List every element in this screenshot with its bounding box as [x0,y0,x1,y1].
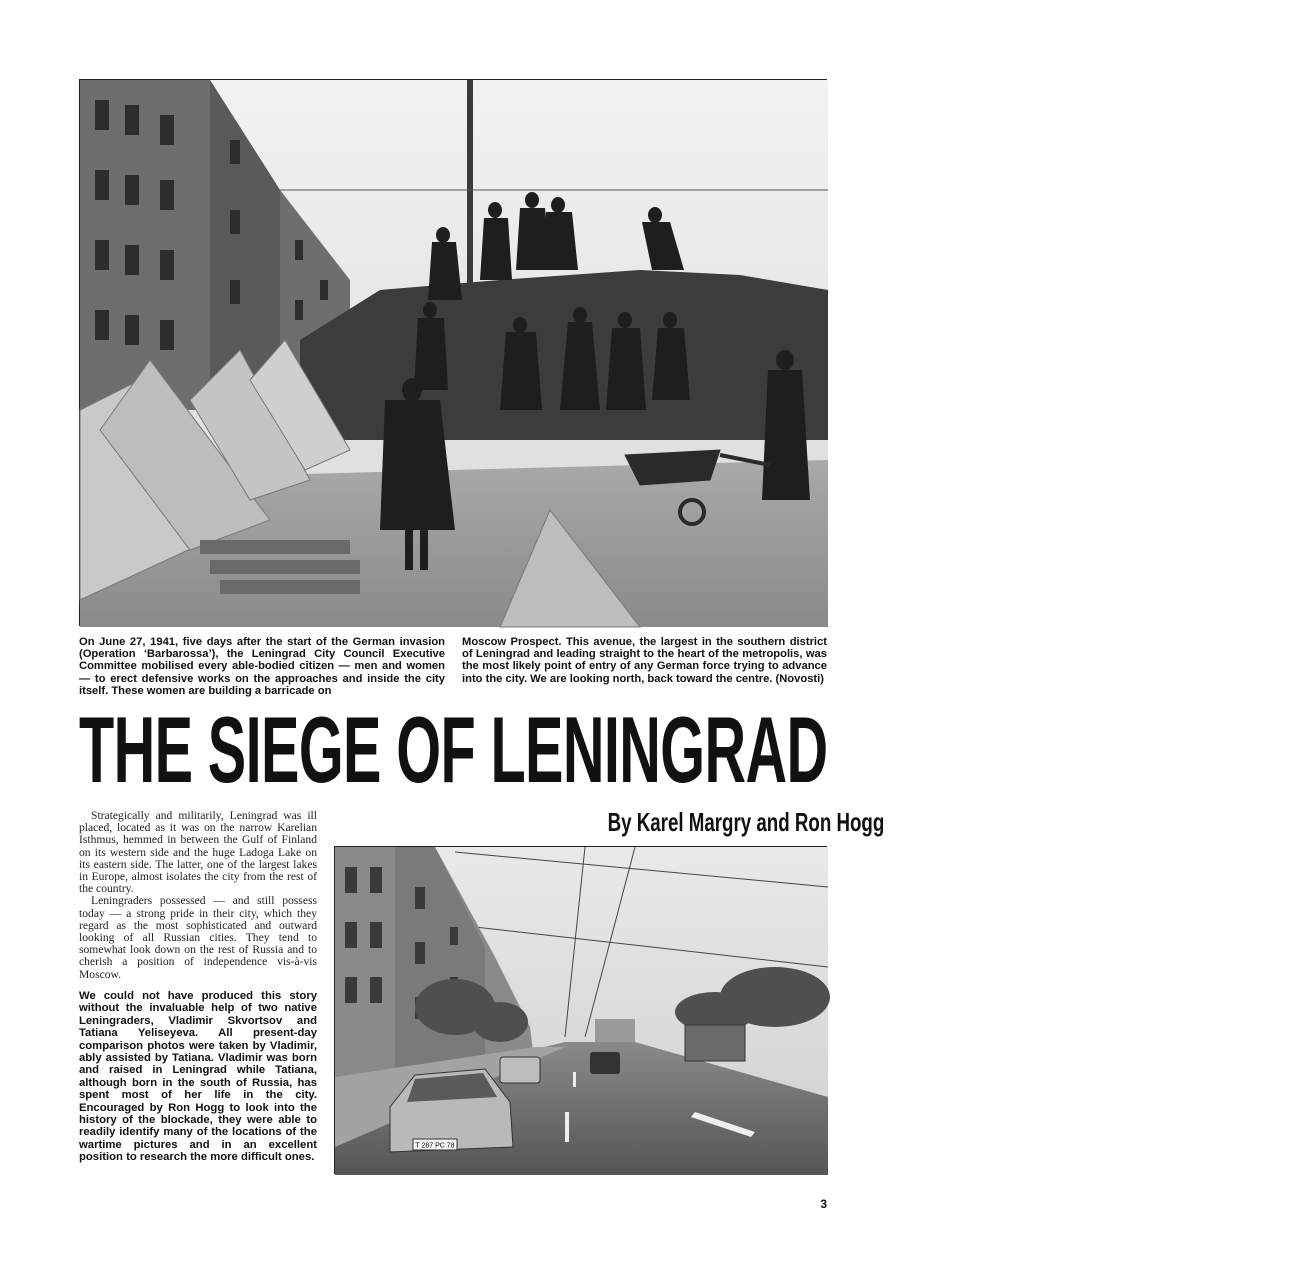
photo-caption-left: On June 27, 1941, five days after the start of the German invasion (Operation ‘Barbarossa’), the Leningrad City Council Executive Committee mobilised every able-bodied citizen — men and women — to erect defensive works on the approaches and inside the city itself. These women are building a barricade on [79,636,445,697]
modern-street-photo [334,846,827,1174]
license-plate: T 287 PC 78 [415,1142,455,1150]
body-paragraph-2: Leningraders possessed — and still possess today — a strong pride in their city, which they regard as the most sophisticated and outward looking of all Russian cities. They tend to somewhat look down on the rest of Russia and to cherish a position of independence vis-à-vis Moscow. [79,894,317,981]
page-number: 3 [820,1197,827,1211]
byline: By Karel Margry and Ron Hogg [607,807,885,837]
body-text [79,810,317,981]
byline-container [500,805,885,839]
photo-caption-right: Moscow Prospect. This avenue, the largest in the southern district of Leningrad and leading straight to the heart of the metropolis, was the most likely point of entry of any German force trying to advance into the city. We are looking north, back toward the centre. (Novosti) [462,636,827,685]
acknowledgement: We could not have produced this story without the invaluable help of two native Leningraders, Vladimir Skvortsov and Tatiana Yeliseyeva. All present-day comparison photos were taken by Vladimir, ably assisted by Tatiana. Vladimir was born and raised in Leningrad while Tatiana, although born in the south of Russia, has spent most of her life in the city. Encouraged by Ron Hogg to look into the history of the blockade, they were able to readily identify many of the locations of the wartime pictures and in an excellent position to research the more difficult ones. [79,990,317,1164]
wartime-barricade-photo [79,79,827,626]
article-title: THE SIEGE OF LENINGRAD [79,697,828,802]
article-title-container [79,697,828,802]
body-paragraph-1: Strategically and militarily, Leningrad was ill placed, located as it was on the narrow Karelian Isthmus, hemmed in between the Gulf of Finland on its western side and the huge Ladoga Lake on its eastern side. The latter, one of the largest lakes in Europe, almost isolates the city from the rest of the country. [79,809,317,896]
